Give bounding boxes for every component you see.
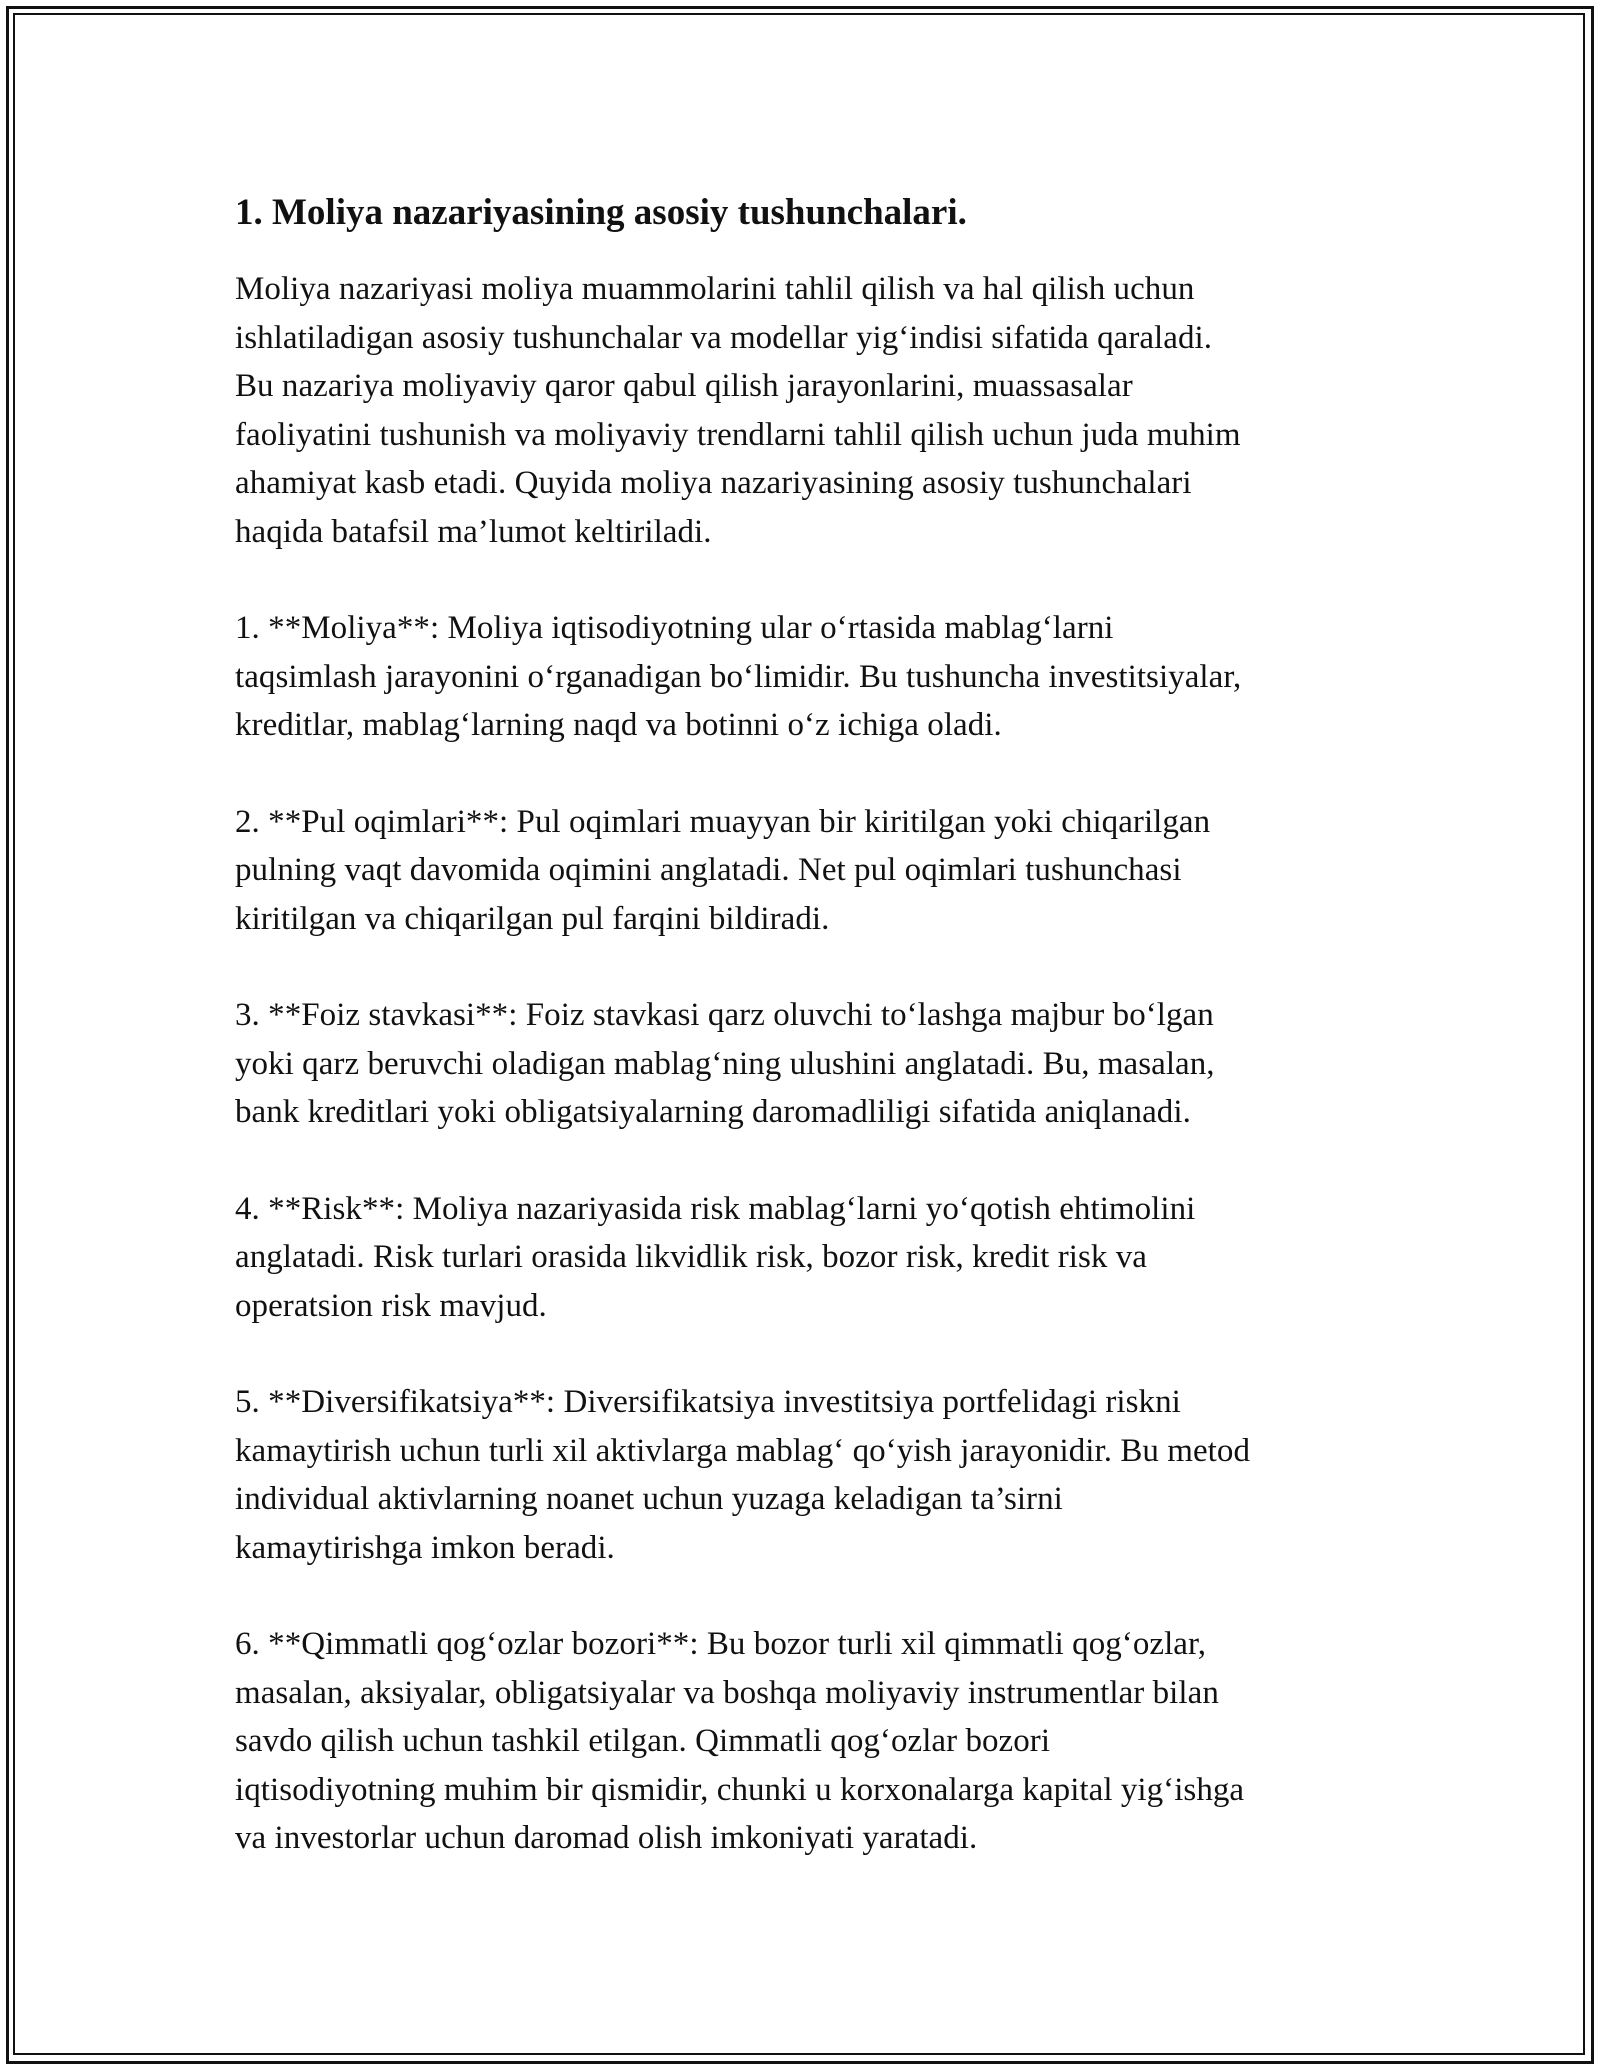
- document-body: [235, 185, 1375, 1911]
- paragraph-line: ahamiyat kasb etadi. Quyida moliya nazariyasining asosiy tushunchalari: [235, 465, 1192, 501]
- paragraph-line: 1. **Moliya**: Moliya iqtisodiyotning ular o‘rtasida mablag‘larni: [235, 610, 1114, 646]
- paragraph-line: operatsion risk mavjud.: [235, 1287, 547, 1324]
- intro-paragraph: [235, 265, 1375, 556]
- document-title: 1. Moliya nazariyasining asosiy tushunchalari.: [235, 192, 967, 233]
- paragraph-line: iqtisodiyotning muhim bir qismidir, chunki u korxonalarga kapital yig‘ishga: [235, 1771, 1245, 1808]
- list-item-pul-oqimlari: [235, 798, 1375, 944]
- paragraph-line: kamaytirish uchun turli xil aktivlarga mablag‘ qo‘yish jarayonidir. Bu metod: [235, 1432, 1250, 1469]
- paragraph-line: 2. **Pul oqimlari**: Pul oqimlari muayyan bir kiritilgan yoki chiqarilgan: [235, 803, 1211, 840]
- list-item-diversifikatsiya: [235, 1378, 1375, 1572]
- paragraph-line: ishlatiladigan asosiy tushunchalar va modellar yig‘indisi sifatida qaraladi.: [235, 319, 1213, 356]
- paragraph-line: haqida batafsil ma’lumot keltiriladi.: [235, 513, 712, 550]
- paragraph-line: bank kreditlari yoki obligatsiyalarning daromadliligi sifatida aniqlanadi.: [235, 1094, 1191, 1130]
- paragraph-line: faoliyatini tushunish va moliyaviy trendlarni tahlil qilish uchun juda muhim: [235, 416, 1241, 453]
- list-item-qimmatli-qogozlar: [235, 1620, 1375, 1863]
- list-item-risk: [235, 1185, 1375, 1331]
- list-item-moliya: [235, 604, 1375, 750]
- paragraph-line: 4. **Risk**: Moliya nazariyasida risk mablag‘larni yo‘qotish ehtimolini: [235, 1190, 1196, 1227]
- paragraph-line: 6. **Qimmatli qog‘ozlar bozori**: Bu bozor turli xil qimmatli qog‘ozlar,: [235, 1626, 1207, 1662]
- paragraph-line: individual aktivlarning noanet uchun yuzaga keladigan ta’sirni: [235, 1481, 1063, 1517]
- paragraph-line: Moliya nazariyasi moliya muammolarini tahlil qilish va hal qilish uchun: [235, 271, 1195, 307]
- paragraph-line: masalan, aksiyalar, obligatsiyalar va boshqa moliyaviy instrumentlar bilan: [235, 1674, 1219, 1711]
- paragraph-line: 3. **Foiz stavkasi**: Foiz stavkasi qarz oluvchi to‘lashga majbur bo‘lgan: [235, 997, 1214, 1033]
- list-item-foiz-stavkasi: [235, 991, 1375, 1137]
- paragraph-line: taqsimlash jarayonini o‘rganadigan bo‘limidir. Bu tushuncha investitsiyalar,: [235, 658, 1242, 695]
- paragraph-line: savdo qilish uchun tashkil etilgan. Qimmatli qog‘ozlar bozori: [235, 1723, 1051, 1759]
- paragraph-line: pulning vaqt davomida oqimini anglatadi. Net pul oqimlari tushunchasi: [235, 852, 1182, 888]
- paragraph-line: 5. **Diversifikatsiya**: Diversifikatsiya investitsiya portfelidagi riskni: [235, 1384, 1181, 1420]
- paragraph-line: kiritilgan va chiqarilgan pul farqini bildiradi.: [235, 900, 830, 937]
- paragraph-line: yoki qarz beruvchi oladigan mablag‘ning ulushini anglatadi. Bu, masalan,: [235, 1045, 1215, 1082]
- paragraph-line: va investorlar uchun daromad olish imkoniyati yaratadi.: [235, 1820, 978, 1856]
- paragraph-line: Bu nazariya moliyaviy qaror qabul qilish jarayonlarini, muassasalar: [235, 368, 1133, 404]
- paragraph-line: anglatadi. Risk turlari orasida likvidlik risk, bozor risk, kredit risk va: [235, 1239, 1147, 1275]
- paragraph-line: kreditlar, mablag‘larning naqd va botinni o‘z ichiga oladi.: [235, 707, 1002, 743]
- paragraph-line: kamaytirishga imkon beradi.: [235, 1529, 615, 1566]
